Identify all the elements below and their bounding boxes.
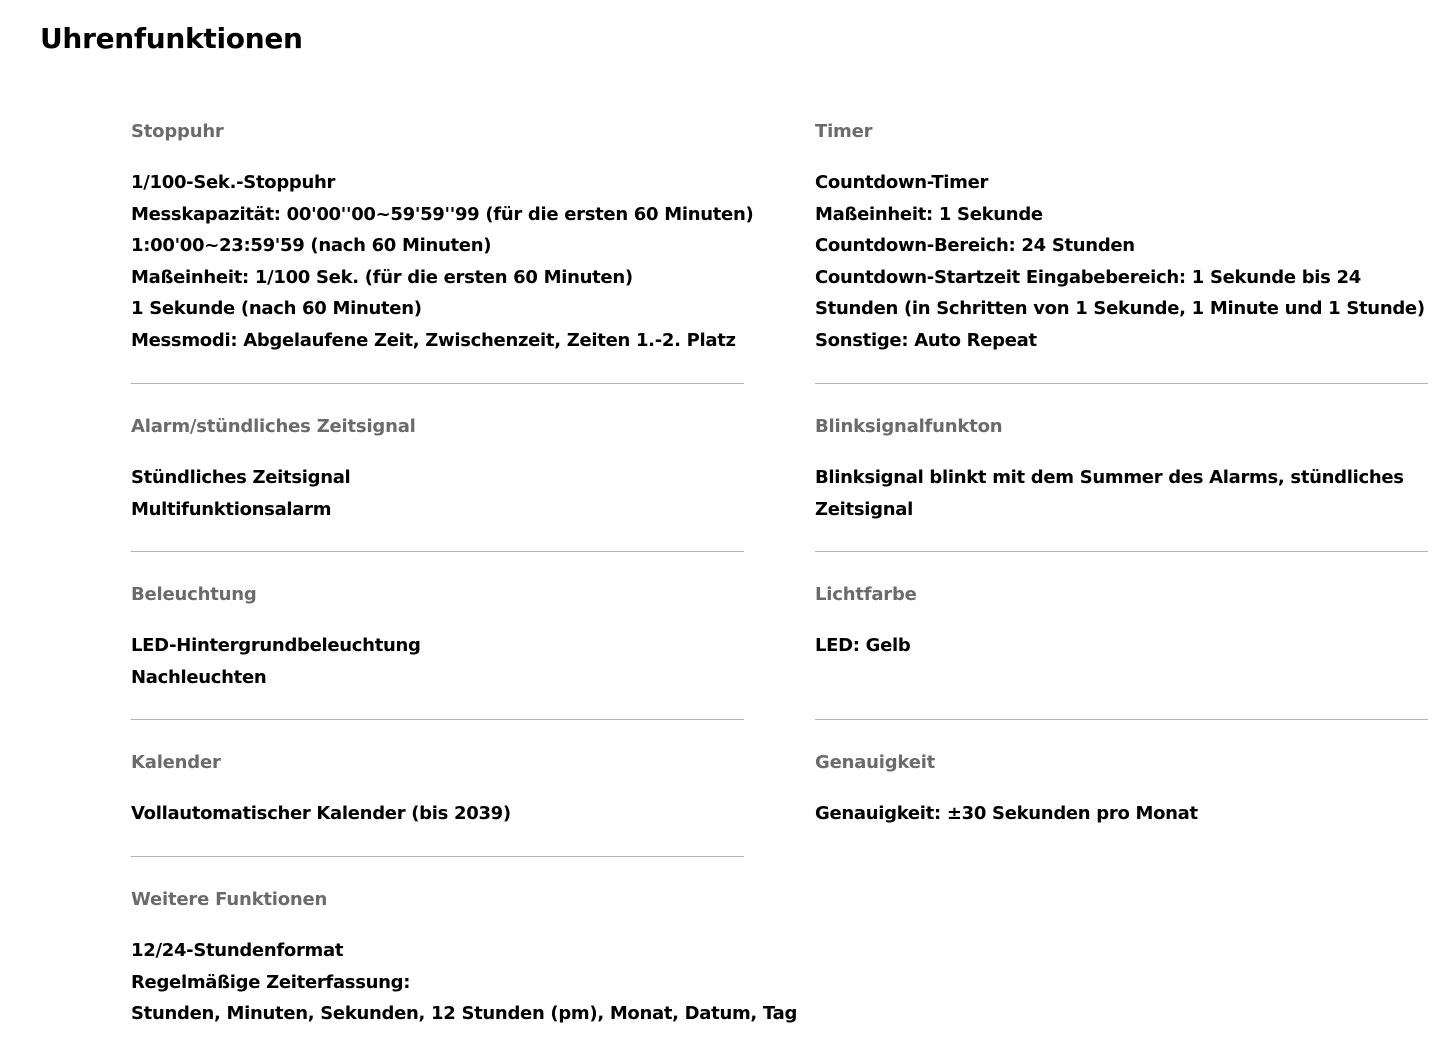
spec-line: Messkapazität: 00'00''00~59'59''99 (für die ersten 60 Minuten) [131,203,754,225]
spec-line: LED: Gelb [815,635,911,656]
section-blinksignal [815,413,1428,552]
section-lichtfarbe [815,581,1428,720]
spec-line: Nachleuchten [131,666,267,688]
section-body-kalender [131,798,744,830]
section-title-blinksignal: Blinksignalfunkton [815,416,1003,437]
spec-line: Sonstige: Auto Repeat [815,329,1037,351]
spec-line: Messmodi: Abgelaufene Zeit, Zwischenzeit, Zeiten 1.-2. Platz [131,329,736,351]
section-body-genauigkeit [815,798,1428,830]
section-title-beleuchtung: Beleuchtung [131,584,257,605]
spec-line: Blinksignal blinkt mit dem Summer des Alarms, stündliches Zeitsignal [815,467,1404,520]
section-weitere-funktionen [131,886,798,1036]
section-alarm [131,413,744,552]
spec-line: Stunden, Minuten, Sekunden, 12 Stunden (pm), Monat, Datum, Tag [131,1003,798,1025]
section-title-stoppuhr: Stoppuhr [131,121,224,142]
section-title-kalender: Kalender [131,752,221,773]
section-kalender [131,749,744,857]
section-genauigkeit [815,749,1428,857]
spec-line: 1 Sekunde (nach 60 Minuten) [131,298,422,320]
section-beleuchtung [131,581,744,720]
page-title: Uhrenfunktionen [40,22,303,55]
spec-line: Maßeinheit: 1/100 Sek. (für die ersten 60 Minuten) [131,266,633,288]
spec-line: Maßeinheit: 1 Sekunde [815,203,1043,225]
spec-line: LED-Hintergrundbeleuchtung [131,635,421,656]
section-title-timer: Timer [815,121,873,142]
spec-line: Countdown-Timer [815,172,989,193]
section-body-beleuchtung [131,630,744,693]
section-stoppuhr [131,118,754,384]
spec-line: Multifunktionsalarm [131,498,332,520]
section-body-blinksignal [815,462,1428,525]
section-body-lichtfarbe [815,630,1428,662]
section-body-alarm [131,462,744,525]
spec-line: Countdown-Bereich: 24 Stunden [815,235,1135,257]
section-body-weitere-funktionen [131,935,798,1030]
section-title-genauigkeit: Genauigkeit [815,752,936,773]
section-title-alarm: Alarm/stündliches Zeitsignal [131,416,416,437]
spec-line: Countdown-Startzeit Eingabebereich: 1 Sekunde bis 24 Stunden (in Schritten von 1 Sekunde, 1 Minute und 1 Stunde) [815,266,1425,320]
section-title-weitere-funktionen: Weitere Funktionen [131,889,328,910]
spec-line: Regelmäßige Zeiterfassung: [131,971,411,993]
section-body-timer [815,167,1428,357]
spec-line: Genauigkeit: ±30 Sekunden pro Monat [815,803,1198,824]
section-body-stoppuhr [131,167,754,357]
spec-line: 12/24-Stundenformat [131,940,344,961]
spec-line: 1/100-Sek.-Stoppuhr [131,172,336,193]
spec-line: Vollautomatischer Kalender (bis 2039) [131,803,511,824]
section-timer [815,118,1428,384]
spec-line: Stündliches Zeitsignal [131,467,351,488]
section-title-lichtfarbe: Lichtfarbe [815,584,917,605]
spec-line: 1:00'00~23:59'59 (nach 60 Minuten) [131,235,492,257]
